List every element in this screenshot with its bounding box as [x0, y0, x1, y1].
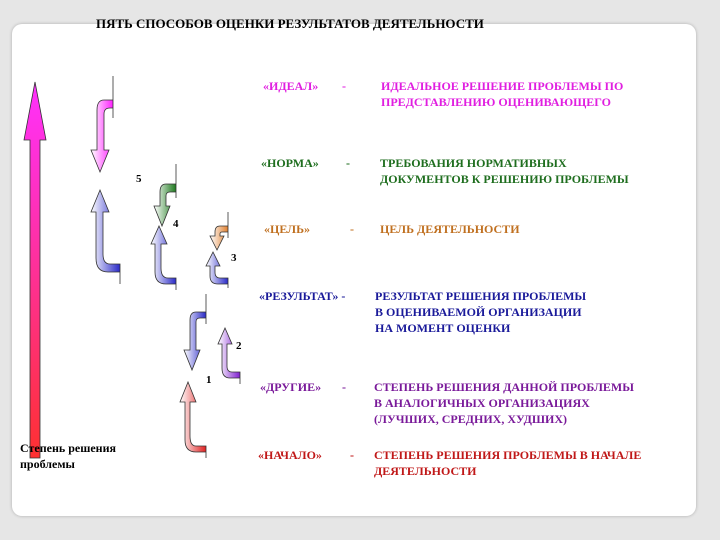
row-drugie-dash: -	[342, 380, 346, 394]
row-rezultat-desc-1: РЕЗУЛЬТАТ РЕШЕНИЯ ПРОБЛЕМЫ	[375, 289, 587, 303]
curved-arrow-blue-up-3	[206, 252, 228, 288]
row-drugie-desc-1: СТЕПЕНЬ РЕШЕНИЯ ДАННОЙ ПРОБЛЕМЫ	[374, 380, 635, 394]
axis-arrow	[24, 82, 46, 458]
curved-arrow-blue	[184, 294, 206, 370]
row-drugie-desc-2: В АНАЛОГИЧНЫХ ОРГАНИЗАЦИЯХ	[374, 396, 590, 410]
curved-arrow-magenta	[91, 76, 113, 172]
row-rezultat-term: «РЕЗУЛЬТАТ» -	[259, 289, 346, 303]
row-drugie-desc-3: (ЛУЧШИХ, СРЕДНИХ, ХУДШИХ)	[374, 412, 568, 426]
row-nachalo-desc-1: СТЕПЕНЬ РЕШЕНИЯ ПРОБЛЕМЫ В НАЧАЛЕ	[374, 448, 642, 462]
curved-arrow-red	[180, 382, 206, 458]
row-ideal-desc-1: ИДЕАЛЬНОЕ РЕШЕНИЕ ПРОБЛЕМЫ ПО	[381, 79, 624, 93]
row-nachalo-term: «НАЧАЛО»	[258, 448, 322, 462]
row-ideal-desc-2: ПРЕДСТАВЛЕНИЮ ОЦЕНИВАЮЩЕГО	[381, 95, 611, 109]
level-number-2: 2	[236, 340, 242, 352]
row-norma-dash: -	[346, 156, 350, 170]
curved-arrow-blue-up-2	[151, 226, 176, 290]
curved-arrow-green	[154, 164, 176, 226]
row-drugie-term: «ДРУГИЕ»	[260, 380, 322, 394]
curved-arrow-orange	[210, 212, 228, 250]
axis-label: Степень решения проблемы	[20, 441, 117, 471]
row-rezultat-desc-2: В ОЦЕНИВАЕМОЙ ОРГАНИЗАЦИИ	[375, 305, 582, 319]
row-ideal-term: «ИДЕАЛ»	[263, 79, 319, 93]
row-norma-term: «НОРМА»	[261, 156, 319, 170]
row-tsel-term: «ЦЕЛЬ»	[264, 222, 311, 236]
row-tsel-dash: -	[350, 222, 354, 236]
row-nachalo-dash: -	[350, 448, 354, 462]
row-nachalo-desc-2: ДЕЯТЕЛЬНОСТИ	[374, 464, 477, 478]
level-number-3: 3	[231, 252, 237, 264]
slide-title: ПЯТЬ СПОСОБОВ ОЦЕНКИ РЕЗУЛЬТАТОВ ДЕЯТЕЛЬНОСТИ	[96, 16, 484, 31]
level-number-1: 1	[206, 374, 212, 386]
row-rezultat-desc-3: НА МОМЕНТ ОЦЕНКИ	[375, 321, 511, 335]
row-tsel-desc-1: ЦЕЛЬ ДЕЯТЕЛЬНОСТИ	[380, 222, 520, 236]
level-number-5: 5	[136, 173, 142, 185]
level-number-4: 4	[173, 218, 179, 230]
row-norma-desc-2: ДОКУМЕНТОВ К РЕШЕНИЮ ПРОБЛЕМЫ	[380, 172, 629, 186]
row-ideal-dash: -	[342, 79, 346, 93]
row-norma-desc-1: ТРЕБОВАНИЯ НОРМАТИВНЫХ	[380, 156, 567, 170]
curved-arrow-purple	[218, 328, 240, 384]
curved-arrow-blue-up	[91, 190, 120, 284]
